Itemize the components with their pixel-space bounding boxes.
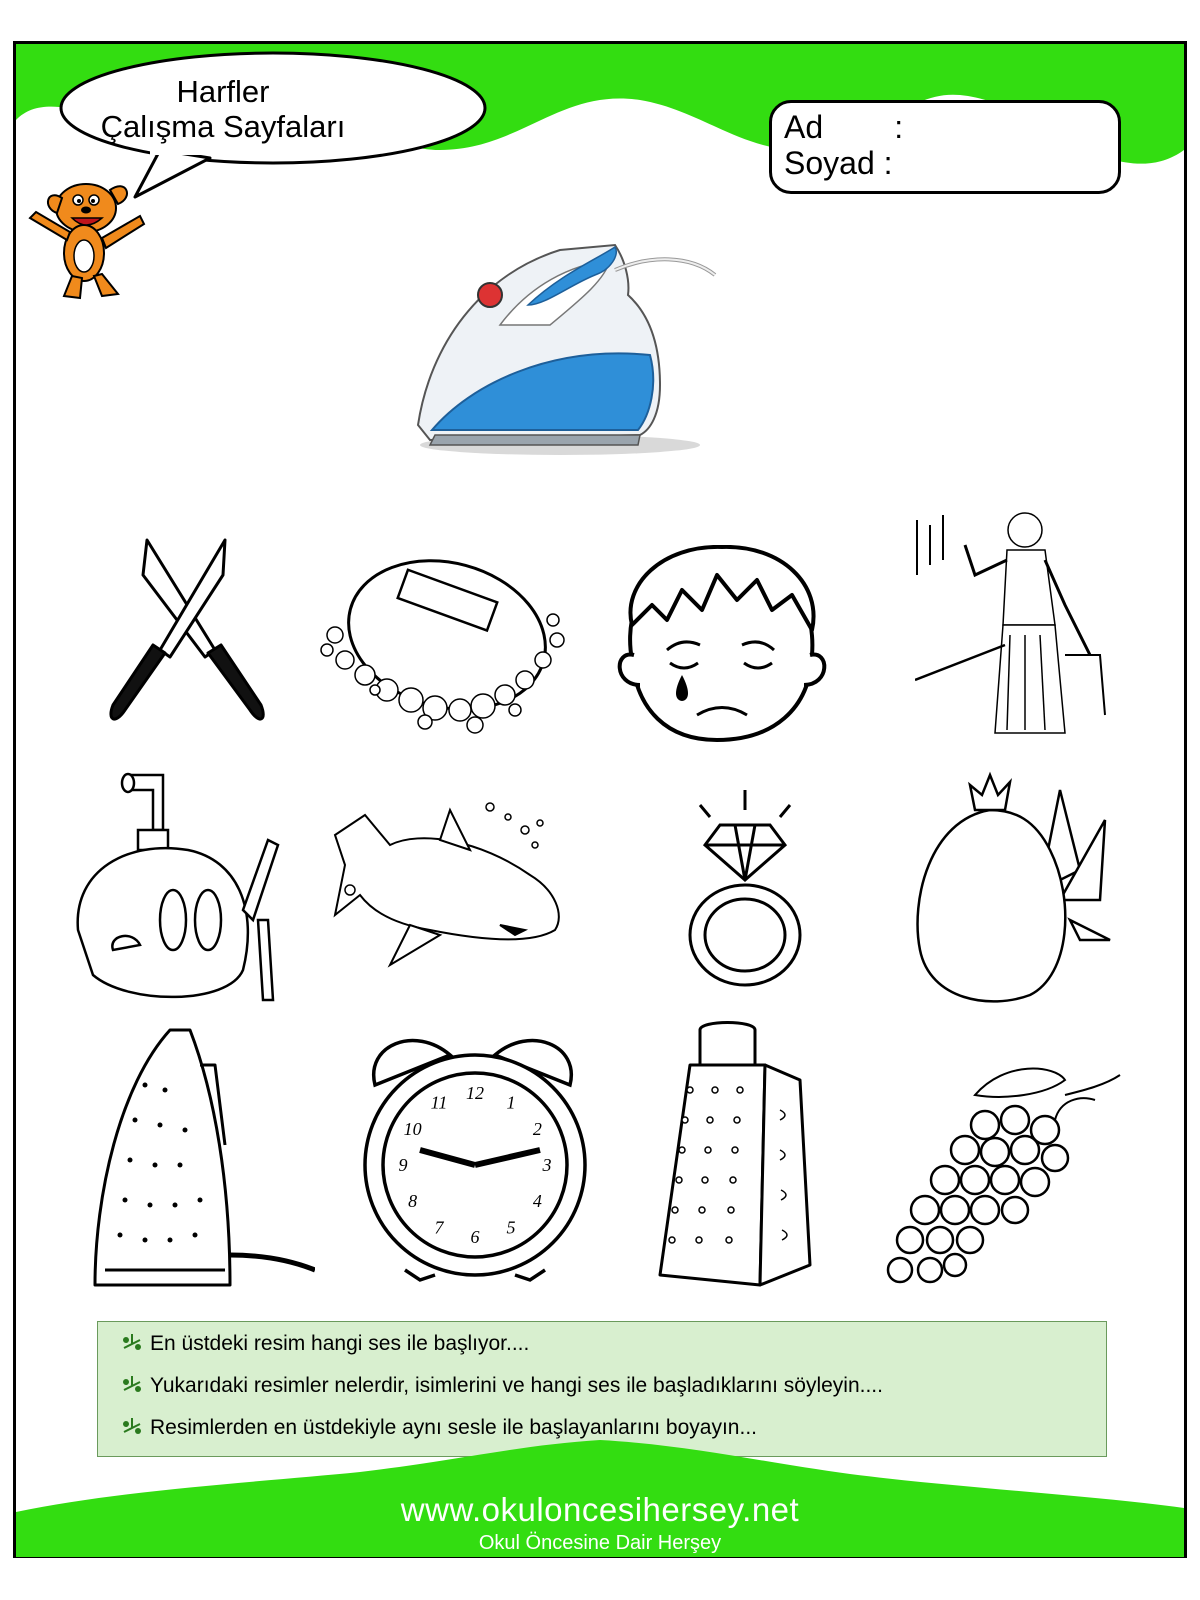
name-field-label: Ad : (784, 109, 904, 145)
knives-icon (105, 535, 270, 730)
footer-subtitle: Okul Öncesine Dair Herşey (478, 1532, 722, 1554)
clock-number: 11 (430, 1092, 448, 1113)
leaf-bullet-icon (120, 1414, 144, 1442)
teacher-icon (915, 505, 1125, 740)
bubble-title-line1: Harfler (176, 74, 270, 109)
soap-icon (315, 540, 577, 735)
clock-number: 2 (532, 1119, 542, 1139)
name-box (769, 100, 1121, 194)
instruction-item (120, 1414, 757, 1442)
ring-icon (680, 785, 810, 990)
shark-icon (330, 795, 570, 980)
grapes-icon (885, 1040, 1130, 1300)
cartoon-dog-icon (22, 168, 152, 303)
instruction-item (120, 1372, 883, 1400)
instruction-text: En üstdeki resim hangi ses ile başlıyor.... (150, 1332, 530, 1355)
leaf-bullet-icon (120, 1372, 144, 1400)
leaf-bullet-icon (120, 1330, 144, 1358)
footer-url[interactable]: www.okuloncesihersey.net (400, 1491, 800, 1528)
pomegranate-icon (910, 770, 1120, 1015)
clock-number: 6 (470, 1227, 480, 1247)
instruction-text: Yukarıdaki resimler nelerdir, isimlerini ve hangi ses ile başladıklarını söyleyin.... (150, 1374, 883, 1397)
bubble-title-line2: Çalışma Sayfaları (100, 109, 346, 144)
steam-iron-icon (410, 235, 730, 460)
clock-number: 1 (506, 1092, 516, 1113)
instructions-box (97, 1321, 1107, 1457)
instruction-text: Resimlerden en üstdekiyle aynı sesle ile başlayanlarını boyayın... (150, 1416, 757, 1439)
alarm-clock-icon (355, 1015, 595, 1290)
clock-number: 4 (532, 1191, 542, 1211)
clock-number: 7 (434, 1217, 444, 1238)
grater-icon (655, 1020, 815, 1290)
bubble-title (58, 74, 388, 144)
iron-icon (90, 1025, 315, 1295)
clock-number: 9 (398, 1155, 408, 1175)
clock-number: 8 (408, 1191, 418, 1211)
clock-number: 5 (506, 1217, 516, 1238)
crying-boy-icon (612, 545, 830, 745)
clock-number: 10 (403, 1119, 422, 1139)
clock-number: 3 (542, 1155, 552, 1175)
instruction-item (120, 1330, 529, 1358)
submarine-icon (68, 770, 283, 1010)
clock-number: 12 (466, 1083, 484, 1103)
surname-field-label: Soyad : (784, 145, 893, 181)
